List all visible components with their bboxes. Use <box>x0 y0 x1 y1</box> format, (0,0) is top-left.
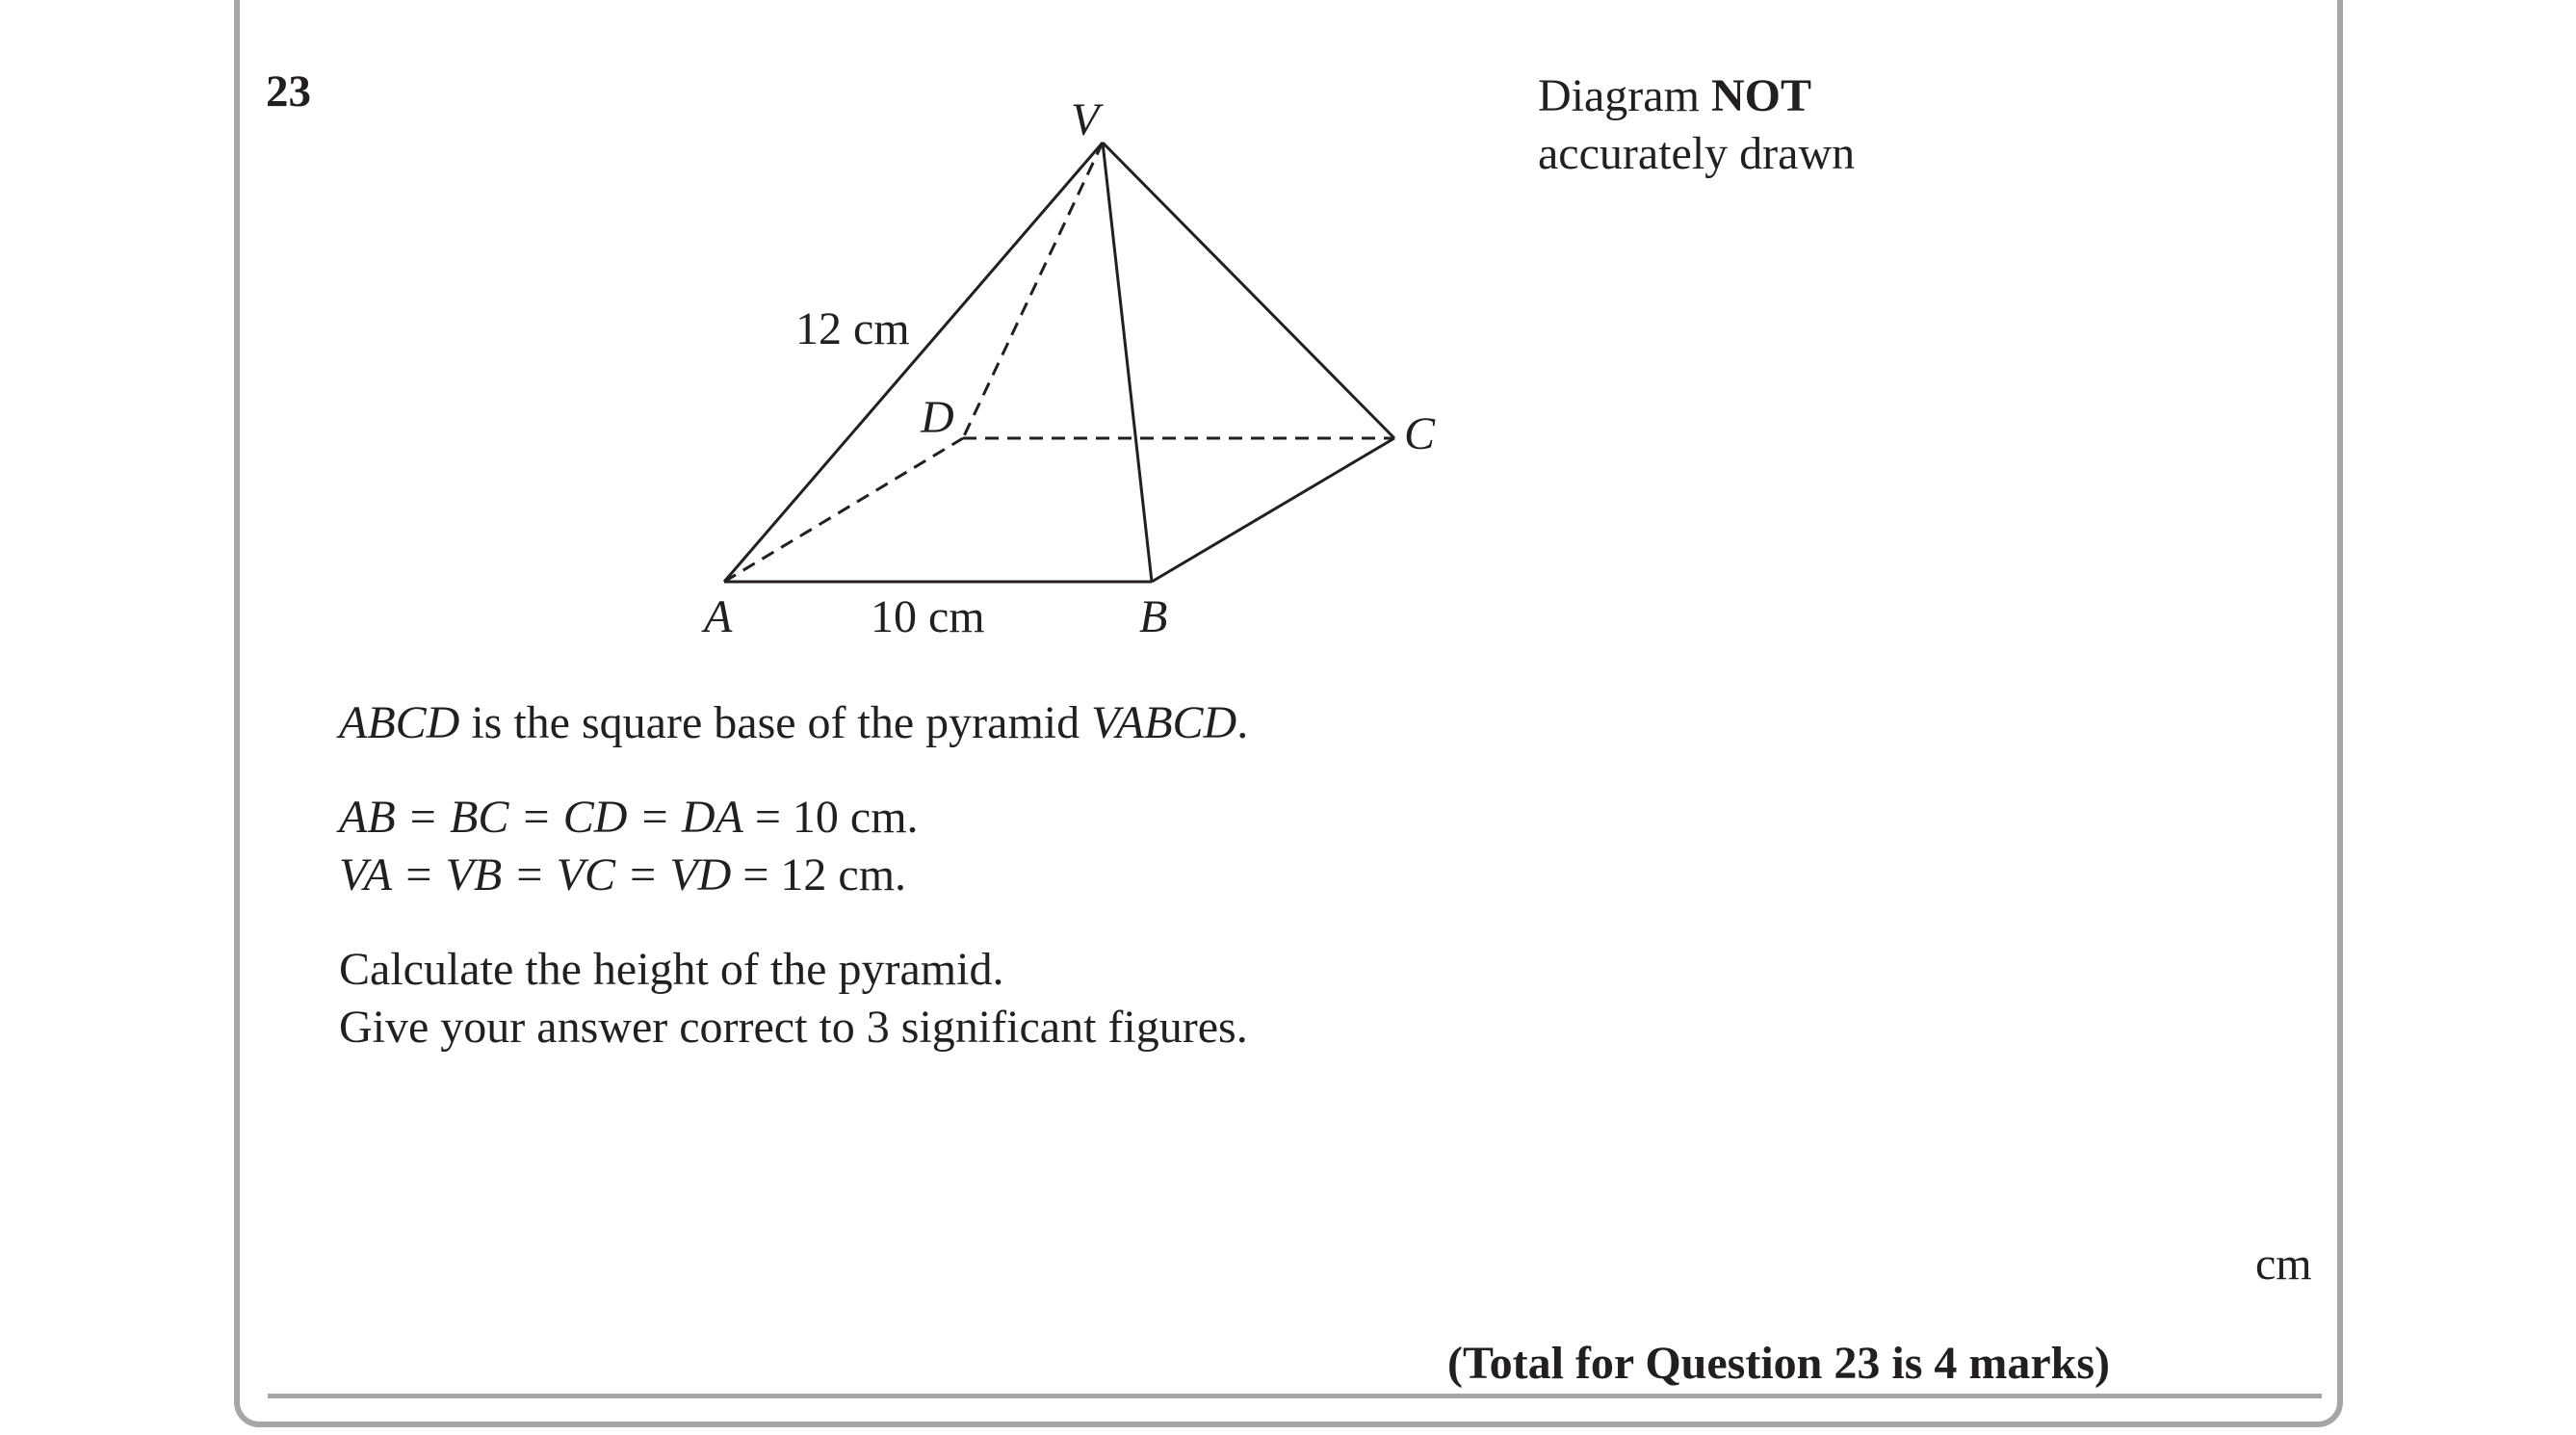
base-equality-value: = 10 cm. <box>742 792 919 843</box>
edge-VA <box>724 143 1103 582</box>
bottom-divider <box>268 1394 2322 1398</box>
vertex-label-A: A <box>704 591 733 642</box>
slant-equality-value: = 12 cm. <box>731 849 907 900</box>
note-prefix: Diagram <box>1538 70 1711 121</box>
base-name: ABCD <box>339 697 460 748</box>
statement-text: is the square base of the pyramid <box>459 697 1092 748</box>
slant-equality: VA = VB = VC = VD <box>339 849 732 900</box>
statement-end: . <box>1236 697 1249 748</box>
instruction-line2: Give your answer correct to 3 significant figures. <box>339 1002 1248 1053</box>
total-marks: (Total for Question 23 is 4 marks) <box>1447 1338 2111 1389</box>
vertex-label-V: V <box>1071 94 1100 145</box>
statement-line <box>339 694 1248 752</box>
question-number: 23 <box>266 66 311 117</box>
equalities <box>339 789 919 904</box>
instruction-line1: Calculate the height of the pyramid. <box>339 944 1004 995</box>
instructions <box>339 941 1248 1057</box>
note-line2: accurately drawn <box>1538 128 1856 179</box>
pyramid-name: VABCD <box>1091 697 1237 748</box>
edge-BC <box>1152 438 1394 582</box>
answer-unit: cm <box>2255 1239 2312 1290</box>
base-equality: AB = BC = CD = DA <box>339 792 743 843</box>
edge-AD <box>724 438 963 582</box>
edge-VB <box>1103 143 1152 582</box>
edge-VD <box>963 143 1103 438</box>
note-bold: NOT <box>1710 70 1811 121</box>
edge-label-12cm: 12 cm <box>795 303 910 354</box>
edge-VC <box>1103 143 1394 438</box>
vertex-label-D: D <box>921 392 954 443</box>
edge-label-10cm: 10 cm <box>871 591 985 642</box>
vertex-label-C: C <box>1404 408 1436 459</box>
vertex-label-B: B <box>1139 591 1168 642</box>
